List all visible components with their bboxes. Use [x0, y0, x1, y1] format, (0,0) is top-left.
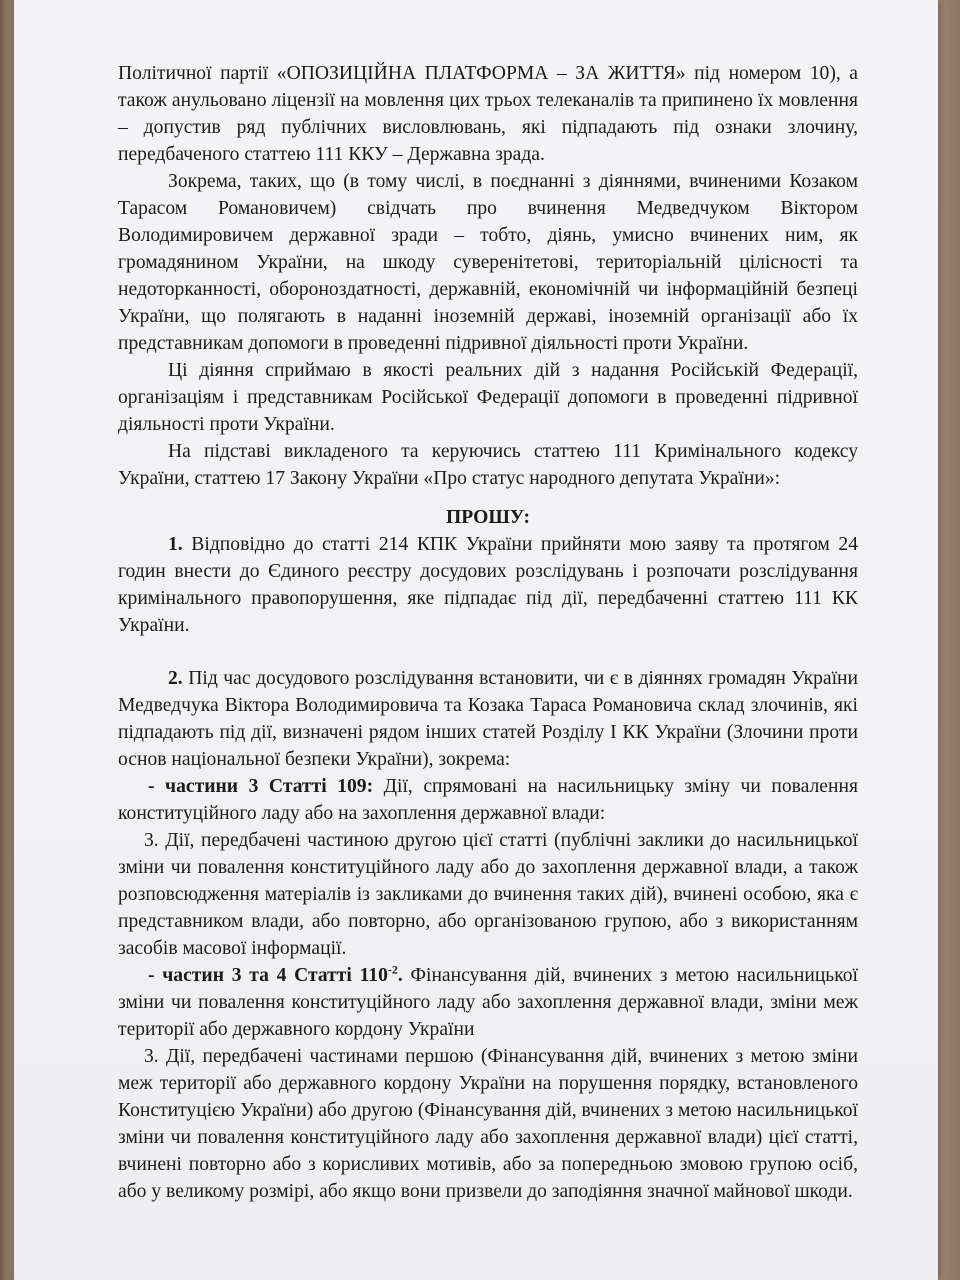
item-2-text: Під час досудового розслідування встановити, чи є в діяннях громадян України Медведчука Віктора Володимировича та Козака Тараса Романовича склад злочинів, які підпадають під дії, визначені рядом інших статей Розділу І КК України (Злочини проти основ національної безпеки України), зокрема:	[118, 668, 858, 770]
article-109-text: Дії, спрямовані на насильницьку зміну чи повалення конституційного ладу або на захоплення державної влади:	[118, 776, 858, 824]
article-109-label: - частини 3 Статті 109:	[148, 776, 374, 797]
document-page	[14, 0, 938, 1280]
article-110-superscript: -2	[387, 962, 398, 977]
paragraph-actions-perception: Ці діяння сприймаю в якості реальних дій з надання Російській Федерації, організаціям і представникам Російської Федерації допомоги в проведенні підривної діяльності проти України.	[118, 360, 858, 435]
article-110-part-3: 3. Дії, передбачені частинами першою (Фінансування дій, вчинених з метою зміни меж території або державного кордону України на порушення порядку, встановленого Конституцією України) або другою (Фінансування дій, вчинених з метою насильницької зміни чи повалення конституційного ладу або захоплення державної влади) цієї статті, вчинені повторно або з корисливих мотивів, або за попередньою змовою групою осіб, або у великому розмірі, або якщо вони призвели до заподіяння значної майнової шкоди.	[118, 1046, 858, 1202]
document-body	[118, 60, 858, 1205]
article-110-text: Фінансування дій, вчинених з метою насильницької зміни чи повалення конституційного ладу або захоплення державної влади, зміни меж території або державного кордону України	[118, 965, 859, 1040]
article-110-label-text: - частин 3 та 4 Статті 110	[148, 965, 388, 986]
paragraph-intro: Політичної партії «ОПОЗИЦІЙНА ПЛАТФОРМА – ЗА ЖИТТЯ» під номером 10), а також анульовано ліцензії на мовлення цих трьох телеканалів та припинено їх мовлення – допустив ряд публічних висловлювань, які підпадають під ознаки злочину, передбаченого статтею 111 ККУ – Державна зрада.	[118, 63, 858, 165]
request-item-2	[118, 665, 858, 773]
paragraph-legal-basis: На підставі викладеного та керуючись статтею 111 Кримінального кодексу України, статтею 17 Закону України «Про статус народного депутата України»:	[118, 441, 858, 489]
spacer	[118, 639, 858, 665]
article-110-dot: .	[397, 965, 403, 986]
item-1-text: Відповідно до статті 214 КПК України прийняти мою заяву та протягом 24 годин внести до Єдиного реєстру досудових розслідувань і розпочати розслідування кримінального правопорушення, яке підпадає під дії, передбаченні статтею 111 КК України.	[118, 534, 858, 636]
item-2-number: 2.	[168, 668, 183, 689]
article-110-clause	[118, 962, 858, 1043]
request-heading: ПРОШУ:	[445, 507, 530, 528]
paragraph-treason-details: Зокрема, таких, що (в тому числі, в поєднанні з діяннями, вчиненими Козаком Тарасом Романовичем) свідчать про вчинення Медведчуком Віктором Володимировичем державної зради – тобто, діянь, умисно вчинених ним, як громадянином України, на шкоду суверенітетові, територіальній цілісності та недоторканності, обороноздатності, державній, економічній чи інформаційній безпеці України, що полягають в наданні іноземній державі, іноземній організації або їх представникам допомоги в проведенні підривної діяльності проти України.	[118, 171, 858, 354]
request-item-1	[118, 531, 858, 639]
article-110-label	[148, 962, 403, 986]
article-109-part-3: 3. Дії, передбачені частиною другою цієї статті (публічні заклики до насильницької зміни чи повалення конституційного ладу або до захоплення державної влади, а також розповсюдження матеріалів із закликами до вчинення таких дій), вчинені особою, яка є представником влади, або повторно, або організованою групою, або з використанням засобів масової інформації.	[118, 830, 858, 959]
item-1-number: 1.	[168, 534, 183, 555]
article-109-clause	[118, 773, 858, 827]
